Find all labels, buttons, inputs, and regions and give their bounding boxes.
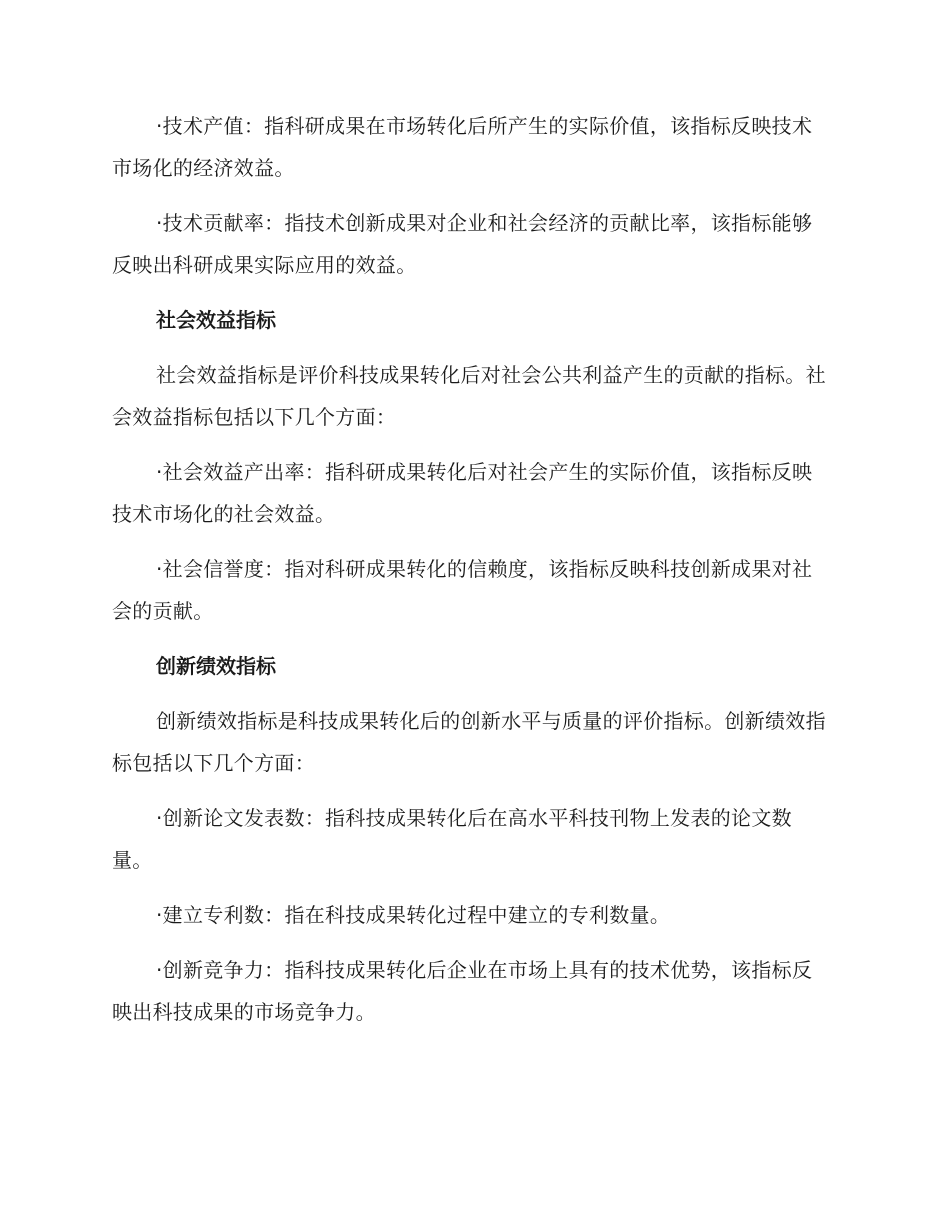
paragraph-social-output-rate: ·社会效益产出率：指科研成果转化后对社会产生的实际价值，该指标反映技术市场化的社会效益。 — [112, 460, 813, 526]
spacer — [112, 881, 828, 894]
paragraph-paper-count: ·创新论文发表数：指科技成果转化后在高水平科技刊物上发表的论文数量。 — [112, 806, 792, 872]
paragraph-patent-count: ·建立专利数：指在科技成果转化过程中建立的专利数量。 — [156, 903, 671, 927]
paragraph-tech-output: ·技术产值：指科研成果在市场转化后所产生的实际价值，该指标反映技术市场化的经济效益。 — [112, 114, 813, 180]
spacer — [112, 784, 828, 797]
heading-innovation-performance: 创新绩效指标 — [156, 654, 276, 678]
spacer — [112, 632, 828, 645]
spacer — [112, 535, 828, 548]
heading-social-benefit: 社会效益指标 — [156, 308, 276, 332]
spacer — [112, 936, 828, 949]
spacer — [112, 438, 828, 451]
paragraph-tech-contribution: ·技术贡献率：指技术创新成果对企业和社会经济的贡献比率，该指标能够反映出科研成果实际应用的效益。 — [112, 211, 813, 277]
spacer — [112, 189, 828, 202]
paragraph-social-credibility: ·社会信誉度：指对科研成果转化的信赖度，该指标反映科技创新成果对社会的贡献。 — [112, 557, 813, 623]
spacer — [112, 286, 828, 299]
spacer — [112, 341, 828, 354]
paragraph-social-benefit-intro: 社会效益指标是评价科技成果转化后对社会公共利益产生的贡献的指标。社会效益指标包括以下几个方面： — [112, 363, 826, 429]
paragraph-innovation-intro: 创新绩效指标是科技成果转化后的创新水平与质量的评价指标。创新绩效指标包括以下几个方面： — [112, 709, 826, 775]
spacer — [112, 687, 828, 700]
paragraph-innovation-competitiveness: ·创新竞争力：指科技成果转化后企业在市场上具有的技术优势，该指标反映出科技成果的市场竞争力。 — [112, 958, 813, 1024]
document-page — [112, 105, 828, 1033]
